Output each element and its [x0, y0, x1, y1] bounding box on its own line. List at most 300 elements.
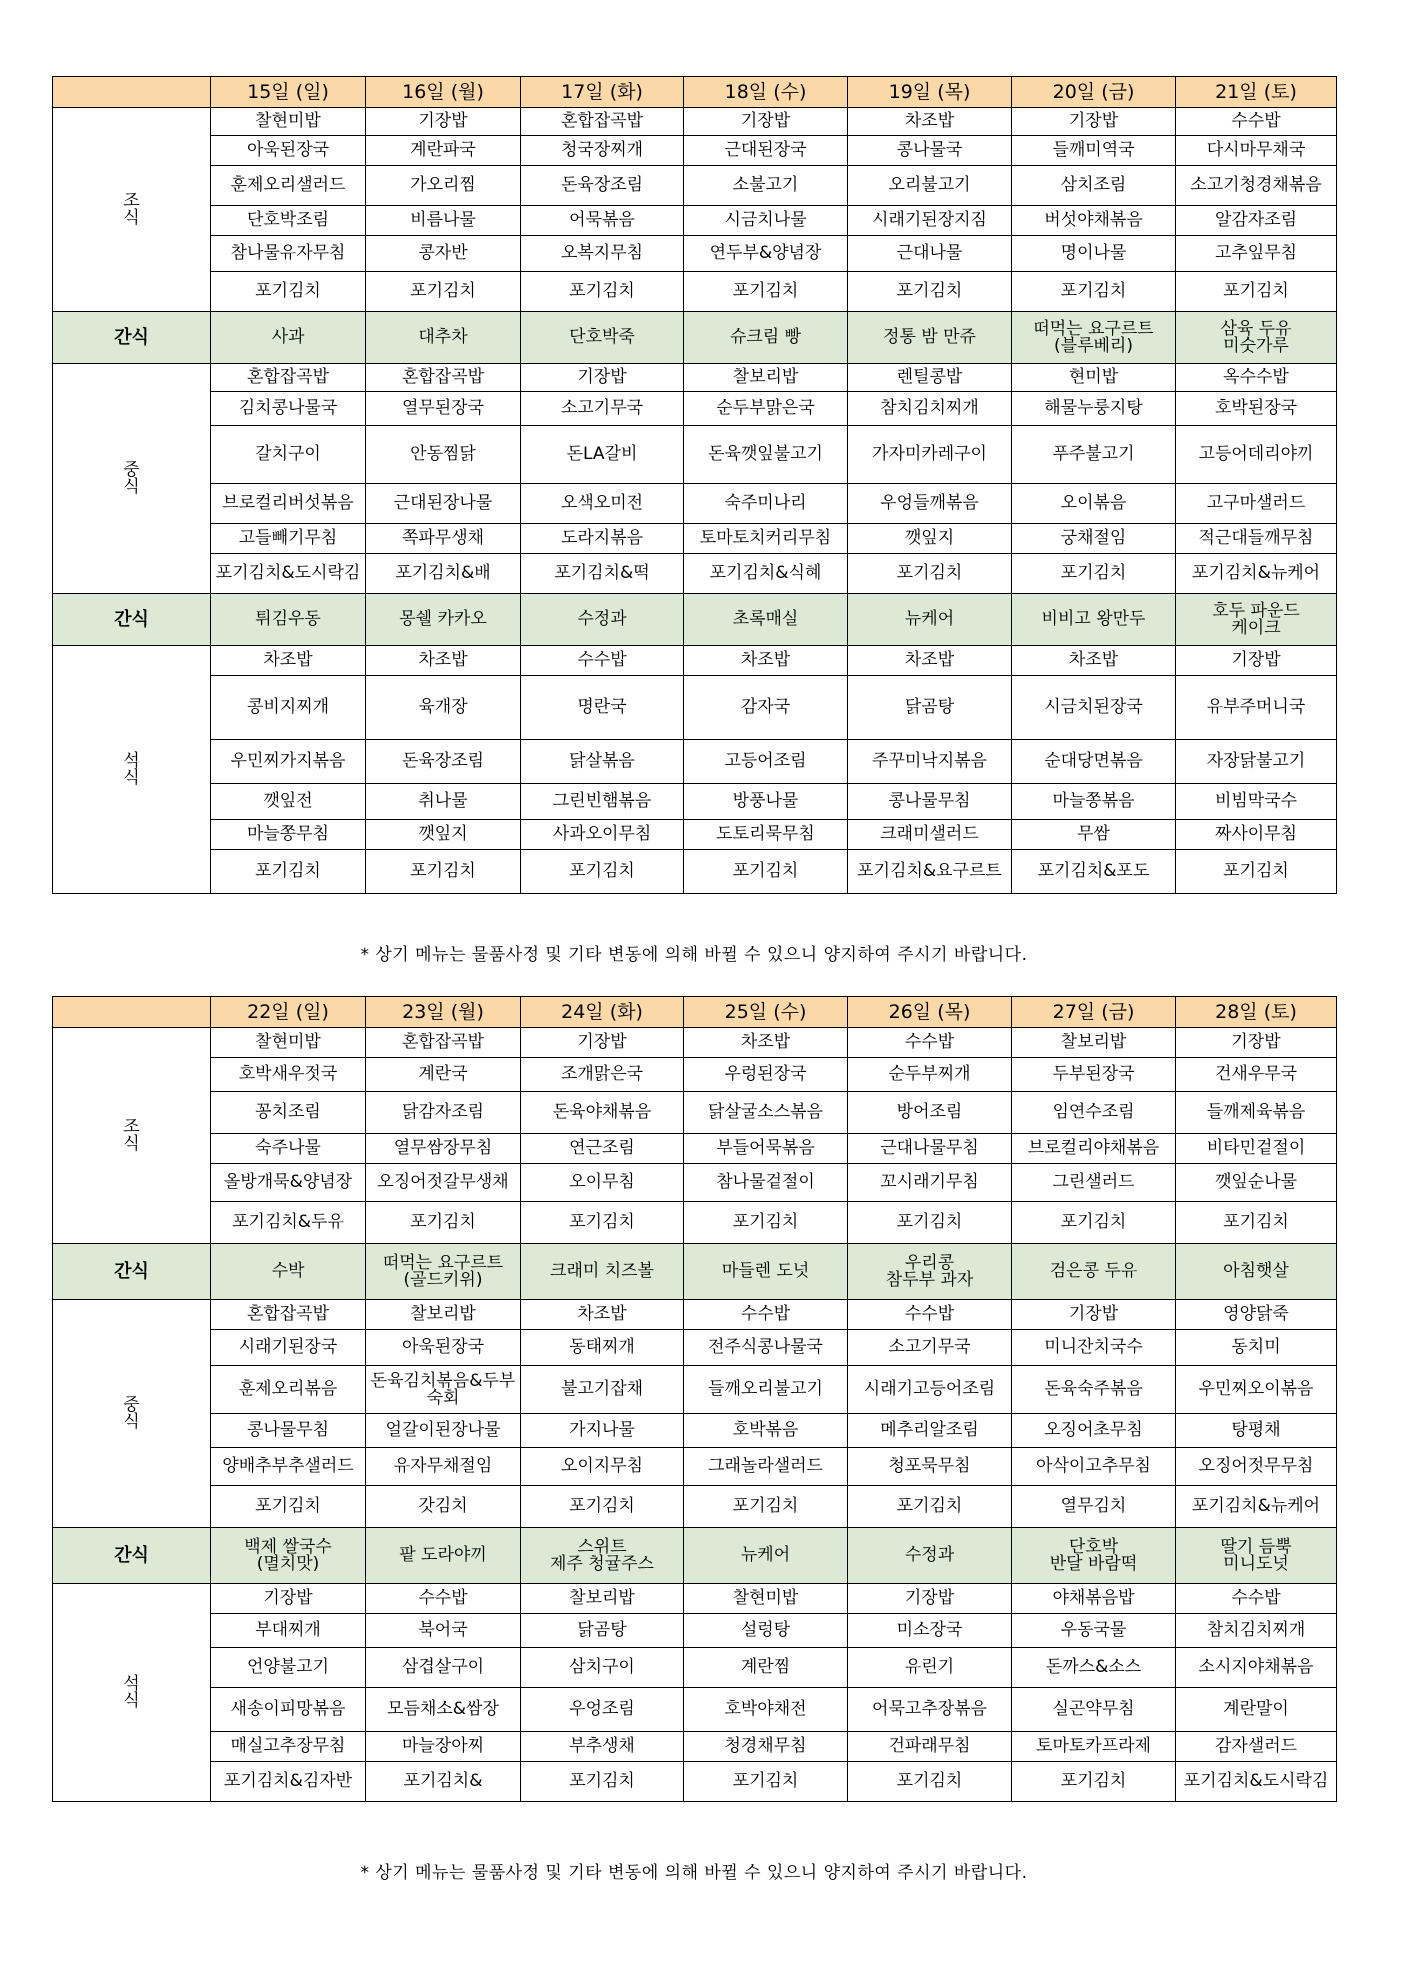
menu-item: 기장밥	[1176, 1028, 1337, 1058]
menu-item: 닭곰탕	[848, 676, 1012, 740]
menu-item: 토마토치커리무침	[684, 524, 848, 554]
day-header: 20일 (금)	[1012, 77, 1176, 108]
menu-item: 오징어젓무무침	[1176, 1448, 1337, 1486]
menu-item: 기장밥	[211, 1584, 366, 1614]
weekly-menu-table-2	[52, 996, 1337, 1802]
menu-item: 우민찌오이볶음	[1176, 1366, 1337, 1414]
menu-item: 부추생채	[521, 1732, 684, 1762]
menu-item: 수수밥	[1176, 108, 1337, 136]
menu-item: 돈육장조림	[521, 166, 684, 206]
menu-item: 갓김치	[366, 1486, 521, 1528]
breakfast-label	[53, 1028, 211, 1244]
menu-item: 근대된장나물	[366, 484, 521, 524]
menu-item: 오이무침	[521, 1164, 684, 1202]
menu-item: 새송이피망볶음	[211, 1688, 366, 1732]
menu-item: 어묵고추장볶음	[848, 1688, 1012, 1732]
menu-item: 돈육장조림	[366, 740, 521, 784]
menu-item: 콩나물무침	[848, 784, 1012, 820]
day-header: 23일 (월)	[366, 997, 521, 1028]
snack-item: 호두 파운드 케이크	[1176, 594, 1337, 646]
menu-item: 찰현미밥	[684, 1584, 848, 1614]
menu-item: 고등어데리야끼	[1176, 426, 1337, 484]
menu-item: 토마토카프라제	[1012, 1732, 1176, 1762]
snack-item: 떠먹는 요구르트 (블루베리)	[1012, 312, 1176, 364]
menu-item: 훈제오리볶음	[211, 1366, 366, 1414]
dinner-label	[53, 1584, 211, 1802]
menu-item: 유부주머니국	[1176, 676, 1337, 740]
menu-item: 소고기무국	[521, 392, 684, 426]
breakfast-row	[53, 1134, 1337, 1164]
menu-item: 가지나물	[521, 1414, 684, 1448]
dinner-row	[53, 820, 1337, 850]
menu-item: 미니잔치국수	[1012, 1330, 1176, 1366]
menu-item: 명란국	[521, 676, 684, 740]
menu-item: 소고기무국	[848, 1330, 1012, 1366]
menu-item: 쪽파무생채	[366, 524, 521, 554]
menu-item: 차조밥	[366, 646, 521, 676]
menu-item: 포기김치	[211, 272, 366, 312]
menu-item: 포기김치	[684, 1202, 848, 1244]
menu-item: 오징어초무침	[1012, 1414, 1176, 1448]
menu-item: 시금치된장국	[1012, 676, 1176, 740]
menu-item: 포기김치	[1012, 1202, 1176, 1244]
breakfast-label-char: 식	[123, 207, 140, 228]
menu-item: 적근대들깨무침	[1176, 524, 1337, 554]
menu-item: 포기김치	[521, 1486, 684, 1528]
menu-item: 깻잎지	[366, 820, 521, 850]
menu-item: 아욱된장국	[366, 1330, 521, 1366]
menu-item: 설렁탕	[684, 1614, 848, 1648]
menu-item: 미소장국	[848, 1614, 1012, 1648]
menu-item: 다시마무채국	[1176, 136, 1337, 166]
menu-item: 감자국	[684, 676, 848, 740]
menu-item: 기장밥	[848, 1584, 1012, 1614]
menu-item: 건파래무침	[848, 1732, 1012, 1762]
lunch-label-char: 식	[123, 1411, 140, 1432]
menu-item: 푸주불고기	[1012, 426, 1176, 484]
menu-item: 포기김치	[521, 272, 684, 312]
lunch-row	[53, 524, 1337, 554]
menu-item: 닭살굴소스볶음	[684, 1092, 848, 1134]
menu-item: 들깨미역국	[1012, 136, 1176, 166]
menu-item: 얼갈이된장나물	[366, 1414, 521, 1448]
day-header-row	[53, 77, 1337, 108]
dinner-label-char: 식	[123, 1690, 140, 1711]
menu-item: 시래기된장국	[211, 1330, 366, 1366]
snack-item: 뉴케어	[684, 1528, 848, 1584]
menu-item: 콩나물국	[848, 136, 1012, 166]
menu-item: 매실고추장무침	[211, 1732, 366, 1762]
menu-item: 마늘쫑볶음	[1012, 784, 1176, 820]
breakfast-row	[53, 1092, 1337, 1134]
menu-item: 오리불고기	[848, 166, 1012, 206]
day-header: 15일 (일)	[211, 77, 366, 108]
menu-item: 돈까스&소스	[1012, 1648, 1176, 1688]
breakfast-row	[53, 108, 1337, 136]
menu-item: 수수밥	[848, 1300, 1012, 1330]
menu-item: 꽁치조림	[211, 1092, 366, 1134]
menu-item: 언양불고기	[211, 1648, 366, 1688]
menu-item: 깻잎순나물	[1176, 1164, 1337, 1202]
menu-item: 찰보리밥	[521, 1584, 684, 1614]
dinner-row	[53, 1648, 1337, 1688]
dinner-row	[53, 850, 1337, 894]
menu-item: 우민찌가지볶음	[211, 740, 366, 784]
menu-item: 포기김치	[1012, 554, 1176, 594]
snack-item: 단호박죽	[521, 312, 684, 364]
menu-item: 포기김치	[1012, 272, 1176, 312]
menu-item: 양배추부추샐러드	[211, 1448, 366, 1486]
dinner-row	[53, 1762, 1337, 1802]
menu-item: 포기김치	[1176, 272, 1337, 312]
snack-item: 튀김우동	[211, 594, 366, 646]
breakfast-row	[53, 1028, 1337, 1058]
menu-item: 버섯야채볶음	[1012, 206, 1176, 236]
menu-item: 계란찜	[684, 1648, 848, 1688]
lunch-label-char: 중	[123, 459, 140, 480]
menu-item: 찰보리밥	[1012, 1028, 1176, 1058]
menu-item: 돈육야채볶음	[521, 1092, 684, 1134]
snack-item: 우리콩 참두부 과자	[848, 1244, 1012, 1300]
menu-item: 아욱된장국	[211, 136, 366, 166]
menu-item: 근대나물	[848, 236, 1012, 272]
menu-item: 방풍나물	[684, 784, 848, 820]
snack-item: 삼육 두유 미숫가루	[1176, 312, 1337, 364]
snack-row	[53, 312, 1337, 364]
day-header: 25일 (수)	[684, 997, 848, 1028]
menu-item: 참나물유자무침	[211, 236, 366, 272]
snack-item: 떠먹는 요구르트 (골드키위)	[366, 1244, 521, 1300]
menu-item: 삼겹살구이	[366, 1648, 521, 1688]
menu-item: 콩비지찌개	[211, 676, 366, 740]
menu-item: 탕평채	[1176, 1414, 1337, 1448]
menu-item: 가오리찜	[366, 166, 521, 206]
menu-item: 현미밥	[1012, 364, 1176, 392]
menu-item: 포기김치	[848, 272, 1012, 312]
menu-item: 포기김치	[521, 850, 684, 894]
menu-item: 도라지볶음	[521, 524, 684, 554]
menu-item: 열무김치	[1012, 1486, 1176, 1528]
menu-item: 영양닭죽	[1176, 1300, 1337, 1330]
menu-item: 아삭이고추무침	[1012, 1448, 1176, 1486]
lunch-label-char: 중	[123, 1394, 140, 1415]
menu-item: 사과오이무침	[521, 820, 684, 850]
menu-item: 콩자반	[366, 236, 521, 272]
menu-item: 찰보리밥	[366, 1300, 521, 1330]
menu-item: 포기김치	[211, 1486, 366, 1528]
menu-item: 우동국물	[1012, 1614, 1176, 1648]
menu-item: 포기김치	[1176, 1202, 1337, 1244]
menu-item: 감자샐러드	[1176, 1732, 1337, 1762]
lunch-row	[53, 1366, 1337, 1414]
menu-item: 포기김치	[848, 554, 1012, 594]
menu-item: 도토리묵무침	[684, 820, 848, 850]
menu-item: 근대나물무침	[848, 1134, 1012, 1164]
menu-item: 연두부&양념장	[684, 236, 848, 272]
menu-item: 그린샐러드	[1012, 1164, 1176, 1202]
menu-item: 시금치나물	[684, 206, 848, 236]
menu-item: 가자미카레구이	[848, 426, 1012, 484]
menu-item: 기장밥	[1176, 646, 1337, 676]
menu-change-notice: * 상기 메뉴는 물품사정 및 기타 변동에 의해 바뀔 수 있으니 양지하여 주시기 바랍니다.	[360, 945, 1028, 965]
menu-item: 무쌈	[1012, 820, 1176, 850]
menu-item: 차조밥	[848, 108, 1012, 136]
lunch-row	[53, 484, 1337, 524]
lunch-row	[53, 1486, 1337, 1528]
day-header: 28일 (토)	[1176, 997, 1337, 1028]
header-corner	[53, 997, 211, 1028]
day-header-row	[53, 997, 1337, 1028]
menu-item: 포기김치	[366, 1202, 521, 1244]
day-header: 27일 (금)	[1012, 997, 1176, 1028]
menu-item: 연근조림	[521, 1134, 684, 1164]
menu-item: 동태찌개	[521, 1330, 684, 1366]
menu-item: 포기김치&배	[366, 554, 521, 594]
menu-item: 알감자조림	[1176, 206, 1337, 236]
menu-item: 차조밥	[684, 646, 848, 676]
menu-item: 호박새우젓국	[211, 1058, 366, 1092]
menu-item: 돈LA갈비	[521, 426, 684, 484]
menu-item: 브로컬리버섯볶음	[211, 484, 366, 524]
menu-item: 고들빼기무침	[211, 524, 366, 554]
menu-item: 포기김치	[684, 1762, 848, 1802]
menu-item: 꼬시래기무침	[848, 1164, 1012, 1202]
snack-label: 간식	[53, 1244, 211, 1300]
menu-item: 청국장찌개	[521, 136, 684, 166]
menu-item: 깻잎전	[211, 784, 366, 820]
menu-item: 포기김치&요구르트	[848, 850, 1012, 894]
menu-item: 동치미	[1176, 1330, 1337, 1366]
snack-item: 검은콩 두유	[1012, 1244, 1176, 1300]
dinner-label-char: 석	[123, 1673, 140, 1694]
menu-item: 차조밥	[1012, 646, 1176, 676]
menu-item: 청포묵무침	[848, 1448, 1012, 1486]
menu-item: 차조밥	[211, 646, 366, 676]
dinner-row	[53, 1584, 1337, 1614]
menu-item: 포기김치	[848, 1762, 1012, 1802]
menu-change-notice: * 상기 메뉴는 물품사정 및 기타 변동에 의해 바뀔 수 있으니 양지하여 주시기 바랍니다.	[360, 1863, 1028, 1883]
menu-item: 전주식콩나물국	[684, 1330, 848, 1366]
menu-item: 옥수수밥	[1176, 364, 1337, 392]
dinner-row	[53, 1688, 1337, 1732]
menu-item: 포기김치	[684, 1486, 848, 1528]
menu-item: 야채볶음밥	[1012, 1584, 1176, 1614]
dinner-row	[53, 1614, 1337, 1648]
menu-item: 소고기청경채볶음	[1176, 166, 1337, 206]
breakfast-row	[53, 166, 1337, 206]
menu-item: 포기김치	[848, 1202, 1012, 1244]
menu-item: 차조밥	[848, 646, 1012, 676]
lunch-label-char: 식	[123, 476, 140, 497]
menu-item: 소불고기	[684, 166, 848, 206]
menu-item: 자장닭불고기	[1176, 740, 1337, 784]
menu-item: 닭곰탕	[521, 1614, 684, 1648]
day-header: 16일 (월)	[366, 77, 521, 108]
menu-item: 소시지야채볶음	[1176, 1648, 1337, 1688]
menu-item: 돈육김치볶음&두부숙회	[366, 1366, 521, 1414]
snack-label: 간식	[53, 594, 211, 646]
header-corner	[53, 77, 211, 108]
menu-item: 포기김치	[366, 850, 521, 894]
snack-row	[53, 1528, 1337, 1584]
menu-item: 포기김치	[848, 1486, 1012, 1528]
menu-item: 수수밥	[848, 1028, 1012, 1058]
breakfast-row	[53, 1202, 1337, 1244]
day-header: 21일 (토)	[1176, 77, 1337, 108]
menu-item: 포기김치&식혜	[684, 554, 848, 594]
menu-item: 오이지무침	[521, 1448, 684, 1486]
menu-item: 순두부맑은국	[684, 392, 848, 426]
breakfast-row	[53, 206, 1337, 236]
menu-item: 포기김치	[366, 272, 521, 312]
menu-item: 그린빈햄볶음	[521, 784, 684, 820]
lunch-row	[53, 426, 1337, 484]
menu-item: 차조밥	[521, 1300, 684, 1330]
breakfast-row	[53, 136, 1337, 166]
breakfast-label	[53, 108, 211, 312]
menu-item: 수수밥	[684, 1300, 848, 1330]
menu-item: 계란말이	[1176, 1688, 1337, 1732]
lunch-row	[53, 392, 1337, 426]
menu-item: 비타민겉절이	[1176, 1134, 1337, 1164]
menu-item: 포기김치&포도	[1012, 850, 1176, 894]
menu-item: 포기김치	[521, 1762, 684, 1802]
menu-item: 닭살볶음	[521, 740, 684, 784]
menu-item: 청경채무침	[684, 1732, 848, 1762]
menu-item: 찰현미밥	[211, 1028, 366, 1058]
menu-item: 브로컬리야채볶음	[1012, 1134, 1176, 1164]
menu-item: 삼치조림	[1012, 166, 1176, 206]
menu-item: 열무된장국	[366, 392, 521, 426]
snack-item: 단호박 반달 바람떡	[1012, 1528, 1176, 1584]
menu-item: 오색오미전	[521, 484, 684, 524]
menu-item: 포기김치	[1176, 850, 1337, 894]
menu-item: 찰보리밥	[684, 364, 848, 392]
menu-item: 조개맑은국	[521, 1058, 684, 1092]
breakfast-row	[53, 1164, 1337, 1202]
menu-item: 두부된장국	[1012, 1058, 1176, 1092]
menu-item: 콩나물무침	[211, 1414, 366, 1448]
menu-item: 참치김치찌개	[848, 392, 1012, 426]
snack-item: 정통 밤 만쥬	[848, 312, 1012, 364]
menu-item: 포기김치&두유	[211, 1202, 366, 1244]
menu-item: 기장밥	[684, 108, 848, 136]
menu-item: 호박된장국	[1176, 392, 1337, 426]
menu-item: 우렁된장국	[684, 1058, 848, 1092]
snack-item: 아침햇살	[1176, 1244, 1337, 1300]
menu-item: 포기김치&도시락김	[1176, 1762, 1337, 1802]
snack-row	[53, 594, 1337, 646]
menu-item: 우엉들깨볶음	[848, 484, 1012, 524]
snack-item: 비비고 왕만두	[1012, 594, 1176, 646]
menu-item: 열무쌈장무침	[366, 1134, 521, 1164]
snack-item: 수정과	[521, 594, 684, 646]
menu-item: 포기김치	[211, 850, 366, 894]
menu-item: 계란국	[366, 1058, 521, 1092]
menu-item: 포기김치	[521, 1202, 684, 1244]
snack-item: 크래미 치즈볼	[521, 1244, 684, 1300]
menu-item: 시래기된장지짐	[848, 206, 1012, 236]
menu-item: 포기김치&도시락김	[211, 554, 366, 594]
menu-item: 유자무채절임	[366, 1448, 521, 1486]
breakfast-row	[53, 1058, 1337, 1092]
menu-item: 숙주미나리	[684, 484, 848, 524]
breakfast-row	[53, 236, 1337, 272]
dinner-row	[53, 646, 1337, 676]
menu-item: 훈제오리샐러드	[211, 166, 366, 206]
menu-item: 오이볶음	[1012, 484, 1176, 524]
menu-item: 호박볶음	[684, 1414, 848, 1448]
breakfast-label-char: 식	[123, 1133, 140, 1154]
menu-item: 취나물	[366, 784, 521, 820]
snack-item: 마들렌 도넛	[684, 1244, 848, 1300]
lunch-row	[53, 1300, 1337, 1330]
menu-table	[52, 76, 1337, 894]
menu-item: 포기김치	[684, 850, 848, 894]
menu-item: 순두부찌개	[848, 1058, 1012, 1092]
menu-item: 북어국	[366, 1614, 521, 1648]
lunch-row	[53, 1448, 1337, 1486]
menu-table	[52, 996, 1337, 1802]
menu-item: 렌틸콩밥	[848, 364, 1012, 392]
menu-item: 계란파국	[366, 136, 521, 166]
menu-item: 깻잎지	[848, 524, 1012, 554]
lunch-row	[53, 364, 1337, 392]
menu-item: 갈치구이	[211, 426, 366, 484]
menu-item: 시래기고등어조림	[848, 1366, 1012, 1414]
snack-label: 간식	[53, 312, 211, 364]
menu-item: 닭감자조림	[366, 1092, 521, 1134]
lunch-row	[53, 554, 1337, 594]
menu-item: 모듬채소&쌈장	[366, 1688, 521, 1732]
dinner-row	[53, 676, 1337, 740]
menu-item: 주꾸미낙지볶음	[848, 740, 1012, 784]
day-header: 26일 (목)	[848, 997, 1012, 1028]
menu-item: 혼합잡곡밥	[366, 1028, 521, 1058]
day-header: 17일 (화)	[521, 77, 684, 108]
menu-item: 포기김치	[1012, 1762, 1176, 1802]
menu-item: 불고기잡채	[521, 1366, 684, 1414]
menu-item: 고구마샐러드	[1176, 484, 1337, 524]
menu-item: 포기김치&김자반	[211, 1762, 366, 1802]
menu-item: 궁채절임	[1012, 524, 1176, 554]
dinner-label-char: 석	[123, 750, 140, 771]
menu-item: 수수밥	[521, 646, 684, 676]
lunch-label	[53, 1300, 211, 1528]
menu-item: 오징어젓갈무생채	[366, 1164, 521, 1202]
menu-item: 찰현미밥	[211, 108, 366, 136]
menu-item: 돈육숙주볶음	[1012, 1366, 1176, 1414]
day-header: 19일 (목)	[848, 77, 1012, 108]
dinner-label	[53, 646, 211, 894]
dinner-row	[53, 740, 1337, 784]
menu-item: 수수밥	[1176, 1584, 1337, 1614]
menu-item: 참나물겉절이	[684, 1164, 848, 1202]
menu-item: 크래미샐러드	[848, 820, 1012, 850]
menu-item: 기장밥	[521, 1028, 684, 1058]
snack-item: 슈크림 빵	[684, 312, 848, 364]
menu-item: 방어조림	[848, 1092, 1012, 1134]
menu-item: 안동찜닭	[366, 426, 521, 484]
menu-item: 수수밥	[366, 1584, 521, 1614]
menu-item: 부들어묵볶음	[684, 1134, 848, 1164]
day-header: 18일 (수)	[684, 77, 848, 108]
breakfast-label-char: 조	[123, 1116, 140, 1137]
menu-item: 단호박조림	[211, 206, 366, 236]
menu-item: 마늘쫑무침	[211, 820, 366, 850]
menu-item: 포기김치&떡	[521, 554, 684, 594]
menu-item: 돈육깻잎불고기	[684, 426, 848, 484]
